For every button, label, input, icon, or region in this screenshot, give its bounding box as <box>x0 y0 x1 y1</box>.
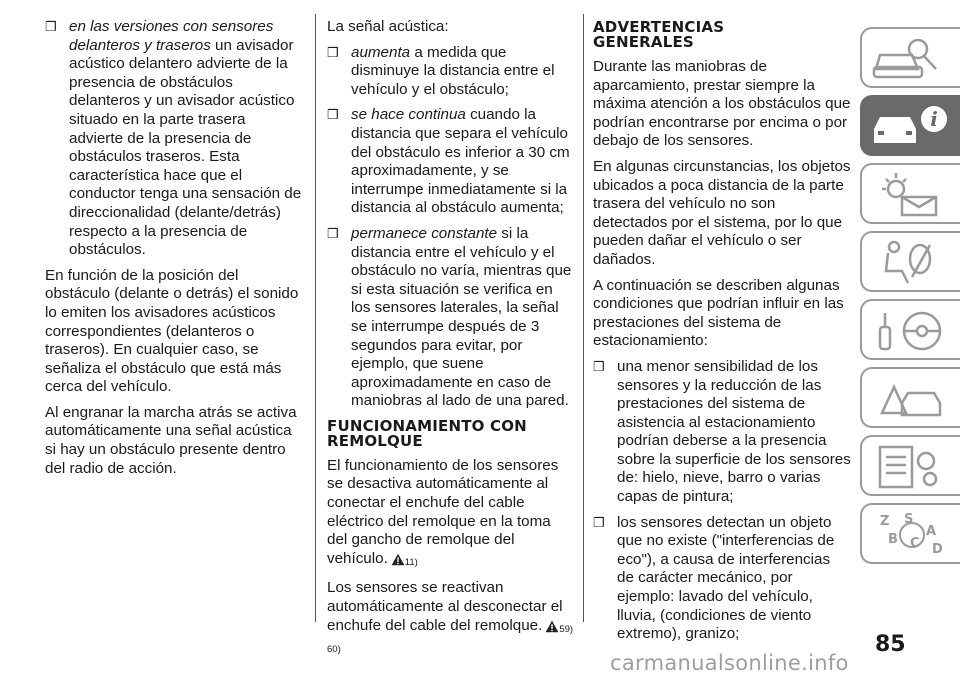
tab-index-letters[interactable] <box>860 503 960 564</box>
list-item-text: los sensores detectan un objeto que no existe ("interferencias de eco"), a causa de interferencias de carácter mecánico, por ejemplo: lavado del vehículo, lluvia, (condiciones de viento extremo), granizo; <box>617 513 835 643</box>
svg-text:S: S <box>904 512 914 527</box>
checkbox-bullet-icon: ❒ <box>327 44 339 60</box>
list-item <box>327 44 574 100</box>
column-divider <box>583 14 584 622</box>
column-divider <box>315 14 316 622</box>
column-3 <box>593 18 851 651</box>
hazard-breakdown-icon <box>868 373 954 423</box>
list-item <box>45 18 303 260</box>
paragraph <box>327 579 574 639</box>
index-letters-icon <box>868 509 954 559</box>
svg-text:C: C <box>910 536 920 551</box>
section-heading: ADVERTENCIAS GENERALES <box>593 18 725 51</box>
list-item-text: si la distancia entre el vehículo y el obstáculo no varía, mientras que si esta situación se verifica en los sensores laterales, la señal se interrumpe después de 3 segundos para evitar, por ejemplo, que suene aproximadamente en caso de maniobras al lado de una pared. <box>351 224 572 410</box>
checkbox-bullet-icon: ❒ <box>593 358 605 374</box>
svg-text:D: D <box>932 542 943 557</box>
column-2 <box>327 18 574 660</box>
warning-triangle-icon <box>545 620 559 639</box>
checkbox-bullet-icon: ❒ <box>327 107 339 123</box>
checkbox-bullet-icon: ❒ <box>593 514 605 530</box>
list-item-emphasis: se hace continua <box>351 106 466 124</box>
car-search-icon <box>868 33 954 83</box>
footnote-ref: 59) <box>559 623 574 635</box>
section-tabs <box>860 27 960 571</box>
maintenance-list-icon <box>868 441 954 491</box>
tab-hazard-breakdown[interactable] <box>860 367 960 428</box>
svg-text:B: B <box>888 532 898 547</box>
tab-car-search[interactable] <box>860 27 960 88</box>
paragraph: En función de la posición del obstáculo (delante o detrás) el sonido lo emiten los avisadores acústicos correspondientes (delanteros o traseros). En cualquier caso, se señaliza el obstáculo que está más cerca del vehículo. <box>45 266 299 396</box>
paragraph: En algunas circunstancias, los objetos ubicados a poca distancia de la parte trasera del vehículo no son detectados por el sistema, por lo que pueden dañar el vehículo o ser dañados. <box>593 157 851 268</box>
list-item <box>327 106 574 218</box>
paragraph: Al engranar la marcha atrás se activa automáticamente una señal acústica si hay un obstáculo presente dentro del radio de acción. <box>45 403 297 477</box>
list-item <box>593 358 851 507</box>
list-item-text: un avisador acústico delantero advierte de la presencia de obstáculos delanteros y un avisador acústico situado en la parte trasera advierte de la presencia de obstáculos traseros. Esta característica hace que el conductor tenga una sensación de direccionalidad (delante/detrás) respecto a la presencia de obstáculos. <box>69 36 302 259</box>
tab-warning-lights[interactable] <box>860 163 960 224</box>
paragraph <box>327 457 574 573</box>
warning-lights-icon <box>868 169 954 219</box>
section-heading: FUNCIONAMIENTO CON REMOLQUE <box>327 416 527 450</box>
column-1 <box>45 18 303 485</box>
tab-maintenance-list[interactable] <box>860 435 960 496</box>
tab-airbag-seat[interactable] <box>860 231 960 292</box>
paragraph-text: Los sensores se reactivan automáticamente al desconectar el enchufe del cable del remolque. <box>327 579 563 634</box>
car-info-icon <box>868 101 954 151</box>
svg-text:A: A <box>926 524 937 539</box>
svg-text:Z: Z <box>880 514 890 529</box>
key-steering-icon <box>868 305 954 355</box>
tab-car-info[interactable] <box>860 95 960 156</box>
footnote-ref: 60) <box>327 644 341 656</box>
list-item-emphasis: aumenta <box>351 43 411 61</box>
warning-triangle-icon <box>391 553 405 572</box>
list-item-text: una menor sensibilidad de los sensores y la reducción de las prestaciones del sistema de asistencia al estacionamiento podrían deberse a la presencia sobre la superficie de los sensores de: hielo, nieve, barro o varias capas de pintura; <box>617 357 851 506</box>
list-item-emphasis: permanece constante <box>351 224 498 242</box>
list-item-text: cuando la distancia que separa el vehículo del obstáculo es inferior a 30 cm aproximadamente, y se interrumpe inmediatamente si la distancia al obstáculo aumenta; <box>351 106 570 217</box>
list-item <box>327 225 574 411</box>
footnote-ref: 11) <box>404 556 418 568</box>
page-number: 85 <box>875 632 906 657</box>
checkbox-bullet-icon: ❒ <box>45 19 57 34</box>
tab-key-steering[interactable] <box>860 299 960 360</box>
list-item-emphasis: en las versiones con sensores delanteros y traseros <box>69 18 274 54</box>
paragraph-text: El funcionamiento de los sensores se desactiva automáticamente al conectar el enchufe del cable eléctrico del remolque en la toma del gancho de remolque del vehículo. <box>327 456 559 567</box>
paragraph: La señal acústica: <box>327 18 449 35</box>
list-item <box>593 514 851 644</box>
paragraph: Durante las maniobras de aparcamiento, prestar siempre la máxima atención a los obstáculos que podrían encontrarse por encima o por debajo de los sensores. <box>593 58 851 150</box>
paragraph: A continuación se describen algunas condiciones que podrían influir en las prestaciones del sistema de estacionamiento: <box>593 276 844 350</box>
svg-text:i: i <box>930 107 938 131</box>
airbag-seat-icon <box>868 237 954 287</box>
list-item-text: a medida que disminuye la distancia entre el vehículo y el obstáculo; <box>351 43 555 98</box>
checkbox-bullet-icon: ❒ <box>327 225 339 241</box>
watermark: carmanualsonline.info <box>610 651 849 675</box>
